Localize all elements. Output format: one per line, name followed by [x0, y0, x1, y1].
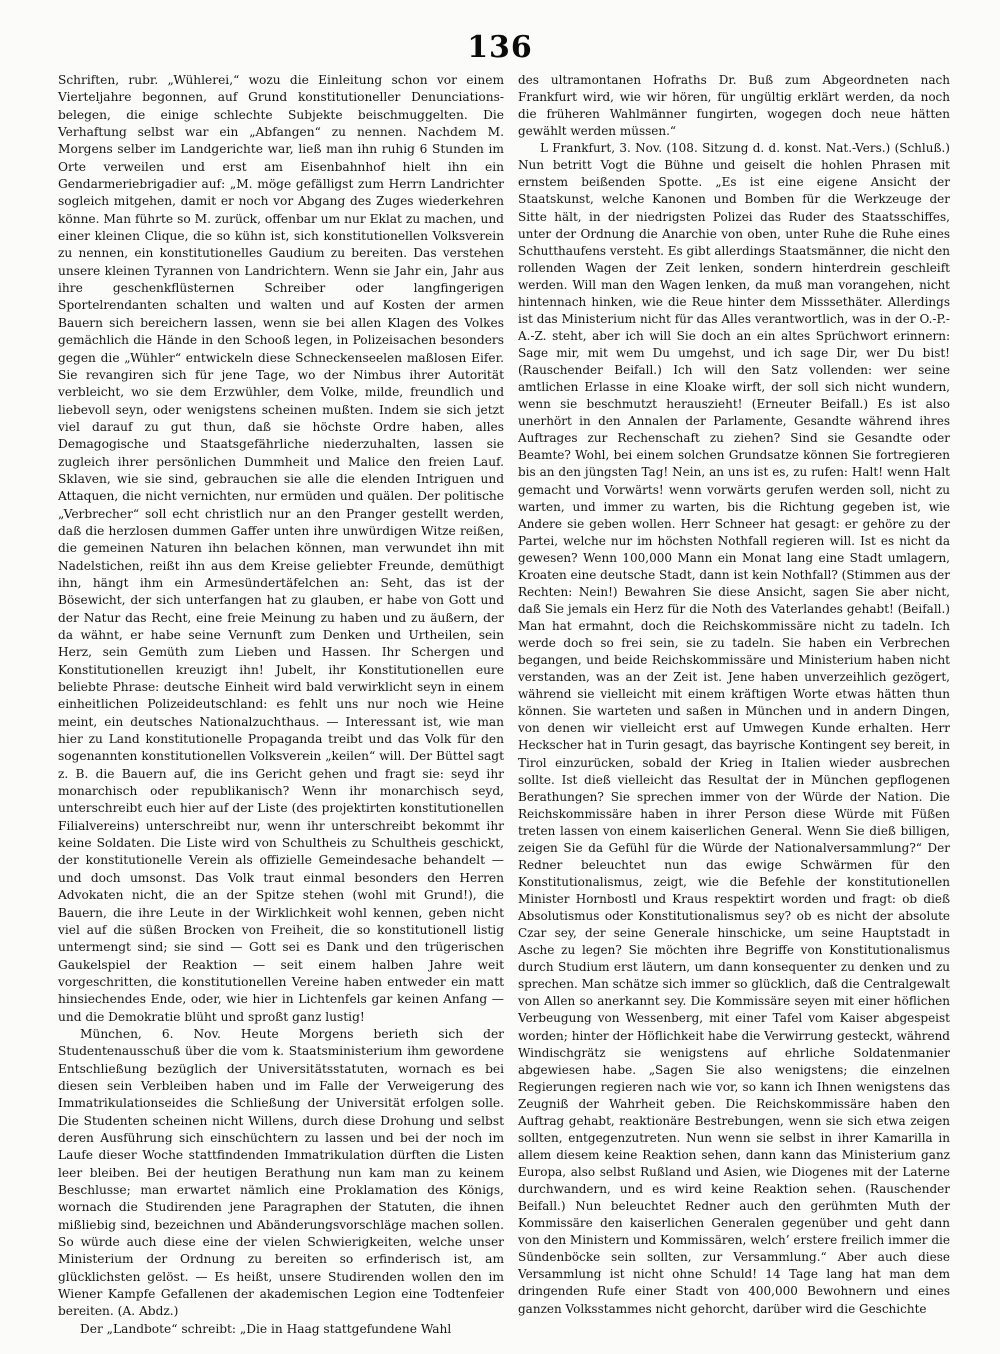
article-landbote-end: des ultramontanen Hofraths Dr. Buß zum Abgeordneten nach Frankfurt wird, wie wir hören, für ungültig erklärt werden, da noch die früheren Wahlmänner fungirten, wogegen doch neue hätten gewählt werden müssen.“ — [518, 73, 950, 139]
page-number: 136 — [467, 30, 533, 65]
article-landbote-start: Der „Landbote“ schreibt: „Die in Haag stattgefundene Wahl — [80, 1321, 452, 1336]
right-column — [518, 72, 950, 1318]
article-lichtenfels-body: Schriften, rubr. „Wühlerei,“ wozu die Einleitung schon vor einem Vierteljahre begonnen, auf Grund konstitutioneller Denunciations-belegen, die einige schlechte Subjekte beischmuggelten. Die Verhaftung selbst war ein „Abfangen“ zu nennen. Nachdem M. Morgens selber im Landgerichte war, ließ man ihn ruhig 6 Stunden im Orte verweilen und erst am Eisenbahnhof hielt ihn ein Gendarmeriebrigadier auf: „M. möge gefälligst zum Herrn Landrichter sogleich mitgehen, damit er noch vor Abgang des Zuges wiederkehren könne. Man führte so M. zurück, offenbar um nur Eklat zu machen, und einer kleinen Clique, die so kühn ist, sich konstitutionellen Volksverein zu nennen, ein konstitutionelles Gaudium zu bereiten. Das verstehen unsere kleinen Tyrannen von Landrichtern. Wenn sie Jahr ein, Jahr aus ihre geschenkflüsternen Schreiber oder langfingerigen Sportelrendanten schalten und walten und auf Kosten der armen Bauern sich bereichern lassen, wenn sie bei allen Klagen des Volkes gemächlich die Hände in den Schooß legen, in Polizeisachen besonders gegen die „Wühler“ entwickeln diese Schneckenseelen maßlosen Eifer. Sie revangiren sich für jene Tage, wo der Nimbus ihrer Autorität verbleicht, wo sie dem Erzwühler, dem Volke, milde, freundlich und liebevoll seyn, oder wenigstens scheinen mußten. Indem sie sich jetzt viel darauf zu gut thun, daß sie höchste Ordre haben, alles Demagogische und Staatsgefährliche niederzuhalten, lassen sie zugleich ihrer persönlichen Dummheit und Malice den freien Lauf. Sklaven, wie sie sind, gebrauchen sie alle die elenden Intriguen und Attaquen, die nicht vernichten, nur ermüden und quälen. Der politische „Verbrecher“ soll echt christlich nur an den Pranger gestellt werden, daß die herzlosen dummen Gaffer unten ihre unwürdigen Witze reißen, die gemeinen Naturen ihn belachen können, man verwundet ihn mit Nadelstichen, reißt ihn aus dem Kreise geliebter Freunde, demüthigt ihn, hängt ihm ein Armesündertäfelchen an: Seht, das ist der Bösewicht, der sich unterfangen hat zu glauben, er habe von Gott und der Natur das Recht, eine freie Meinung zu haben und zu äußern, der da wähnt, er habe seine Vernunft zum Denken und Urtheilen, sein Herz, sein Gemüth zum Lieben und Hassen. Ihr Schergen und Konstitutionellen kreuzigt ihn! Jubelt, ihr Konstitutionellen eure beliebte Phrase: deutsche Einheit wird bald verwirklicht seyn in einem einheitlichen Polizeideutschland: es fehlt uns nur noch wie Heine meint, ein deutsches Nationalzuchthaus. — Interessant ist, wie man hier zu Land konstitutionelle Propaganda treibt und das Volk für den sogenannten konstitutionellen Volksverein „keilen“ will. Der Büttel sagt z. B. die Bauern auf, die ins Gericht gehen und fragt sie: seyd ihr monarchisch oder republikanisch? Wenn ihr monarchisch seyd, unterschreibt euch hier auf der Liste (des projektirten konstitutionellen Filialvereins) unterschreibt nur, wenn ihr unterschreibt bekommt ihr keine Soldaten. Die Liste wird von Schultheis zu Schultheis geschickt, der konstitutionelle Verein als offizielle Gemeindesache behandelt — und doch umsonst. Das Volk traut einmal besonders den Herren Advokaten nicht, die an der Spitze stehen (wohl mit Grund!), die Bauern, die ihre Leute in der Wirklichkeit wohl kennen, geben nicht viel auf die süßen Brocken von Freiheit, die so konstitutionell listig untermengt sind; sie sind — Gott sei es Dank und den trügerischen Gaukelspiel der Reaktion — seit einem halben Jahre weit vorgeschritten, die konstitutionellen Vereine haben entweder ein matt hinsiechendes Ende, oder, wie hier in Lichtenfels gar keinen Anfang — und die Demokratie blüht und sproßt ganz lustig! — [58, 73, 504, 1024]
article-frankfurt: L Frankfurt, 3. Nov. (108. Sitzung d. d. konst. Nat.-Vers.) (Schluß.) Nun betritt Vogt die Bühne und geiselt die hohlen Phrasen mit ernstem beißenden Spotte. „Es ist eine eigene Ansicht der Staatskunst, welche Kanonen und Bomben für die Werkzeuge der Sitte hält, in der niedrigsten Polizei das Ruder des Staatsschiffes, unter der Ordnung die Anarchie von oben, unter Ruhe die Ruhe eines Schutthaufens versteht. Es gibt allerdings Staatsmänner, die nicht den rollenden Wagen der Zeit lenken, sondern hinterdrein geschleift werden. Will man den Wagen lenken, da muß man vorangehen, nicht hintennach hinken, wie die Reue hinter dem Misssethäter. Allerdings ist das Ministerium nicht für das Alles verantwortlich, was in der O.-P.-A.-Z. steht, aber ich will Sie doch an ein altes Sprüchwort erinnern: Sage mir, mit wem Du umgehst, und ich sage Dir, wer Du bist! (Rauschender Beifall.) Ich will den Satz vollenden: wer seine amtlichen Erlasse in eine Kloake wirft, der soll sich nicht wundern, wenn sie beschmutzt herauszieht! (Erneuter Beifall.) Es ist also unerhört in den Annalen der Parlamente, Gesandte während ihres Auftrages zur Rechenschaft zu ziehen? Sind sie Gesandte oder Beamte? Wohl, bei einem solchen Grundsatze können Sie fortregieren bis an den jüngsten Tag! Nein, an uns ist es, zu rufen: Halt! wenn Halt gemacht und Vorwärts! wenn vorwärts gerufen werden soll, nicht zu warten, und immer zu warten, bis die Richtung gegeben ist, wie Andere sie geben wollen. Herr Schneer hat gesagt: er gehöre zu der Partei, welche nur im höchsten Nothfall regieren will. Ist es nicht da gewesen? Wenn 100,000 Mann ein Monat lang eine Stadt umlagern, Kroaten eine deutsche Stadt, dann ist kein Nothfall? (Stimmen aus der Rechten: Nein!) Bewahren Sie diese Ansicht, sagen Sie aber nicht, daß Sie jemals ein Herz für die Noth des Vaterlandes gehabt! (Beifall.) Man hat ermahnt, doch die Reichskommissäre nicht zu tadeln. Ich werde doch so frei sein, sie zu tadeln. Sie haben ein Verbrechen begangen, und beide Reichskommissäre und Ministerium haben nicht verstanden, was an der Zeit ist. Jene haben unverzeihlich gezögert, während sie vielleicht mit einem kräftigen Worte etwas hätten thun können. Sie warteten und saßen in München und in andern Dingen, von denen wir vielleicht erst auf Umwegen Kunde erhalten. Herr Heckscher hat in Turin gesagt, das bayrische Kontingent sey bereit, in Tirol einzurücken, sobald der Krieg in Italien wieder ausbrechen sollte. Ist dieß vielleicht das Resultat der in München gepflogenen Berathungen? Sie sprechen immer von der Würde der Nation. Die Reichskommissäre haben in ihrer Person diese Würde mit Füßen treten lassen von einem kaiserlichen General. Wenn Sie dieß billigen, zeigen Sie da Gefühl für die Würde der Nationalversammlung?“ Der Redner beleuchtet nun das ewige Schwärmen für den Konstitutionalismus, zeigt, wie die Befehle der konstitutionellen Minister Hornbostl und Kraus respektirt worden und fragt: ob dieß Absolutismus oder Konstitutionalismus sey? ob es nicht der absolute Czar sey, der seine Generale hinschicke, um seine Hauptstadt in Asche zu legen? Sie möchten ihre Begriffe von Konstitutionalismus durch Studium erst läutern, um dann konsequenter zu denken und zu sprechen. Man schätze sich immer so glücklich, daß die Centralgewalt von Allen so anerkannt sey. Die Kommissäre seyen mit einer höflichen Verbeugung von Wessenberg, mit einer Tafel vom Kaiser abgespeist worden; hinter der Höflichkeit habe die Verwirrung gesteckt, während Windischgrätz sie wenigstens auf ehrliche Soldatenmanier abgewiesen habe. „Sagen Sie also wenigstens; die einzelnen Regierungen regieren nach wie vor, so kann ich Ihnen wenigstens das Zeugniß der Wahrheit geben. Die Reichskommissäre haben den Auftrag gehabt, reaktionäre Bestrebungen, wenn sie sich etwa zeigen sollten, entgegenzutreten. Nun wenn sie selbst in ihrer Kamarilla in allem diesem keine Reaktion sehen, dann kann das Ministerium ganz Europa, also selbst Rußland und Asien, wie Diogenes mit der Laterne durchwandern, und es wird keine Reaktion sehen. (Rauschender Beifall.) Nun beleuchtet Redner auch den gerühmten Muth der Kommissäre den kaiserlichen Generalen gegenüber und geht dann von den Ministern und Kommissären, welch’ erstere freilich immer die Sündenböcke sein sollten, zur Versammlung.“ Aber auch diese Versammlung ist nicht ohne Schuld! 14 Tage lang hat man dem dringenden Rufe einer Stadt von 400,000 Bewohnern und eines ganzen Volksstammes nicht gehorcht, darüber wird die Geschichte — [518, 141, 950, 1316]
article-muenchen: München, 6. Nov. Heute Morgens berieth sich der Studentenausschuß über die vom k. Staatsministerium ihm gewordene Entschließung bezüglich der Universitätsstatuten, wornach es bei diesen sein Verbleiben haben und im Falle der Verweigerung des Immatrikulationseides die Schließung der Universität erfolgen solle. Die Studenten scheinen nicht Willens, durch diese Drohung und selbst deren Ausführung sich einschüchtern zu lassen und bei der noch im Laufe dieser Woche stattfindenden Immatrikulation dürften die Listen leer bleiben. Bei der heutigen Berathung nun kam man zu keinem Beschlusse; man erwartet nämlich eine Proklamation des Königs, wornach die Studirenden jene Paragraphen der Statuten, die ihnen mißliebig sind, bezeichnen und Abänderungsvorschläge machen sollen. So würde auch diese eine der vielen Schwierigkeiten, welche unser Ministerium der Ordnung zu bereiten so erfinderisch ist, am glücklichsten gelöst. — Es heißt, unsere Studirenden wollen den im Wiener Kampfe Gefallenen der akademischen Legion eine Todtenfeier bereiten. (A. Abdz.) — [58, 1026, 504, 1319]
column-gutter — [508, 72, 509, 1252]
left-column — [58, 72, 504, 1338]
